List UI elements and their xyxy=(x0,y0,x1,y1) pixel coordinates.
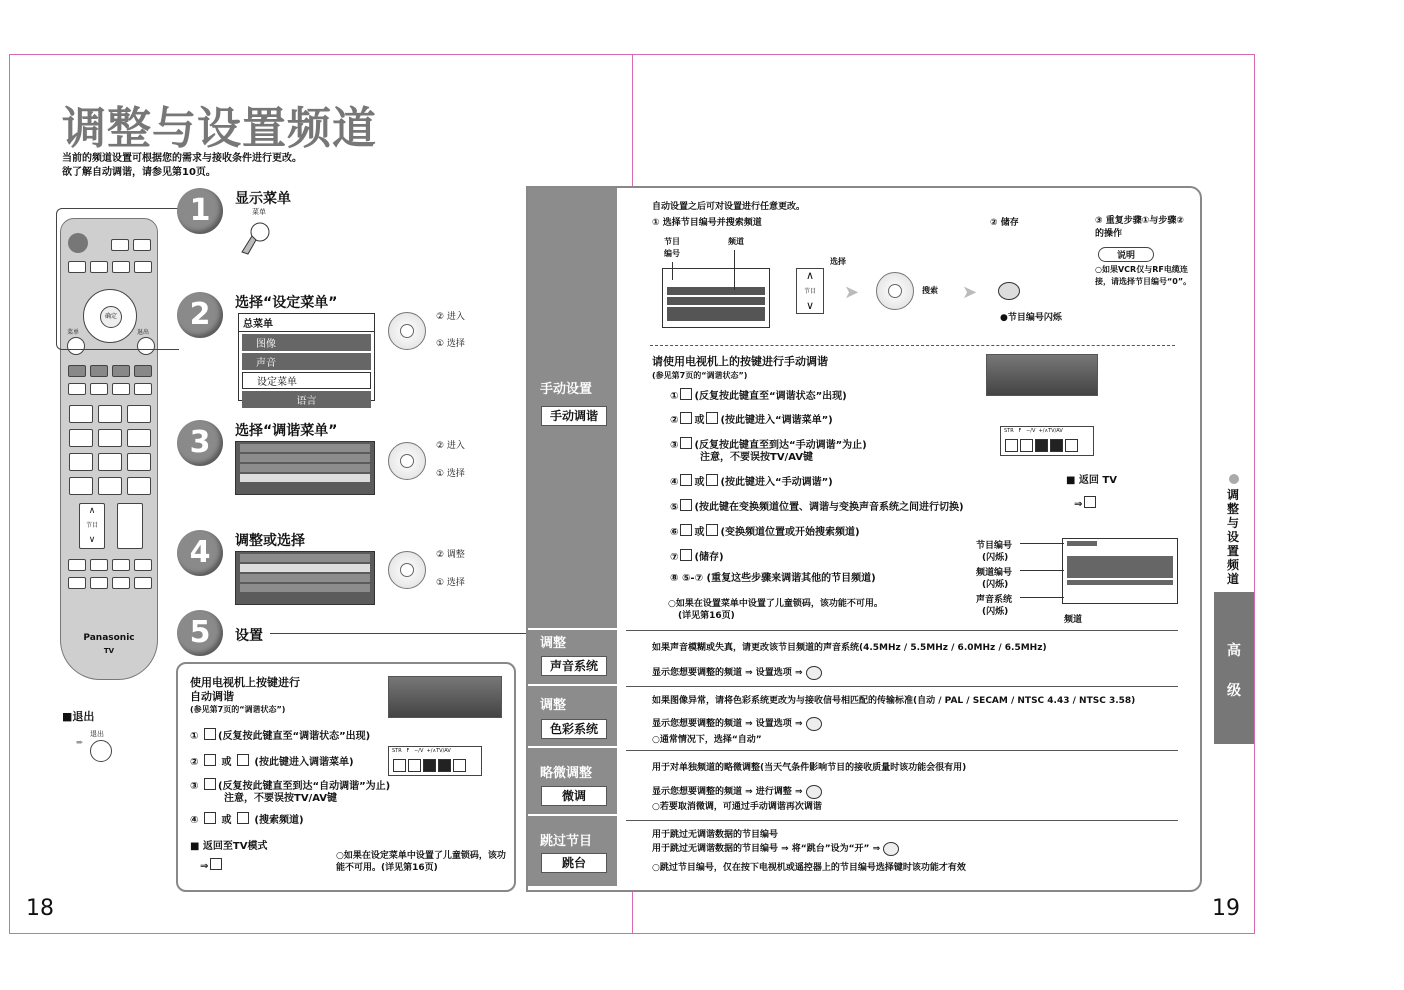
label-flash-2: (闪烁) xyxy=(982,580,1009,590)
step3-select: ① 选择 xyxy=(436,469,465,479)
menu-title: 总菜单 xyxy=(239,314,374,332)
remote-btn[interactable] xyxy=(112,559,130,571)
ok-button[interactable]: 确定 xyxy=(100,306,122,328)
fine-note: ○若要取消微调，可通过手动调谐再次调谐 xyxy=(652,802,822,812)
intro-line1: 当前的频道设置可根据您的需求与接收条件进行更改。 xyxy=(62,153,302,164)
exit-arrow-icon: ➨ xyxy=(76,738,84,748)
remote-btn[interactable] xyxy=(68,559,86,571)
tv-step7: ⑦ (储存) xyxy=(670,549,724,564)
remote-btn[interactable] xyxy=(68,577,86,589)
main-menu-screen xyxy=(238,313,375,407)
auto-title1: 使用电视机上按键进行 xyxy=(190,676,300,689)
remote-btn[interactable] xyxy=(90,365,108,377)
auto-title2: 自动调谐 xyxy=(190,690,234,703)
ok-icon xyxy=(806,785,822,799)
step2-enter: ② 进入 xyxy=(436,312,465,322)
ok-icon xyxy=(806,717,822,731)
exit-key-label: 退出 xyxy=(90,730,104,738)
leader-line xyxy=(1020,570,1064,571)
manual-tuning-osd xyxy=(1062,538,1178,604)
sidebar-skip xyxy=(528,816,617,886)
tv-panel-image xyxy=(986,354,1098,396)
number-key[interactable] xyxy=(69,453,93,471)
tv-button-panel xyxy=(1000,426,1094,456)
frame-right xyxy=(1254,54,1255,934)
remote-btn[interactable] xyxy=(90,577,108,589)
channel-select-icon: ∧ 节目 ∨ xyxy=(796,268,824,314)
number-key[interactable] xyxy=(69,477,93,495)
tab-skip-button[interactable]: 跳台 xyxy=(541,853,607,873)
tab-color-label: 调整 xyxy=(540,698,567,713)
auto-return-title: ■ 返回至TV模式 xyxy=(190,841,268,852)
advanced-char2: 级 xyxy=(1227,683,1241,699)
return-tv: ■ 返回 TV xyxy=(1066,475,1117,486)
auto-tuning-box xyxy=(176,662,516,892)
return-tv-arrow: ⇒ xyxy=(1074,496,1098,510)
step4-title: 调整或选择 xyxy=(235,533,305,549)
dpad-icon xyxy=(388,312,426,350)
number-key[interactable] xyxy=(69,405,93,423)
callout-line xyxy=(56,208,179,350)
step4-select: ① 选择 xyxy=(436,578,465,588)
tab-skip-label: 跳过节目 xyxy=(540,834,593,849)
menu-key-label: 菜单 xyxy=(67,329,80,336)
connector-line xyxy=(270,633,528,634)
step2-number: 2 xyxy=(177,292,223,338)
tv-manual-title: 请使用电视机上的按键进行手动调谐 xyxy=(652,355,828,368)
intro-line2: 欲了解自动调谐，请参见第10页。 xyxy=(62,167,216,178)
step4-number: 4 xyxy=(177,530,223,576)
page-title: 调整与设置频道 xyxy=(62,103,377,154)
channel-rocker[interactable]: ∧ 节目 ∨ xyxy=(79,503,105,549)
manual-s2: ② 储存 xyxy=(990,218,1019,228)
number-key[interactable] xyxy=(69,429,93,447)
remote-btn[interactable] xyxy=(134,383,152,395)
store-button-icon xyxy=(998,282,1020,300)
number-key[interactable] xyxy=(98,429,122,447)
tv-step2: ② 或 (按此键进入“调谐菜单”) xyxy=(670,412,833,427)
step3-number: 3 xyxy=(177,420,223,466)
step1-number: 1 xyxy=(177,188,223,234)
menu-item-setup: 设定菜单 xyxy=(242,372,371,389)
divider xyxy=(626,686,1178,687)
remote-btn[interactable] xyxy=(112,577,130,589)
step3-enter: ② 进入 xyxy=(436,441,465,451)
remote-btn[interactable] xyxy=(112,383,130,395)
dpad-icon xyxy=(876,272,914,310)
auto-return-arrow: ⇒ xyxy=(200,858,224,872)
note-title: 说明 xyxy=(1098,247,1154,262)
step2-title: 选择“设定菜单” xyxy=(235,295,338,311)
tv-note1: ○如果在设置菜单中设置了儿童锁码，该功能不可用。 xyxy=(668,599,883,609)
remote-btn[interactable] xyxy=(90,559,108,571)
fine-desc: 用于对单独频道的略微调整(当天气条件影响节目的接收质量时该功能会很有用) xyxy=(652,763,967,773)
section-vertical-title: 调整与设置频道 xyxy=(1227,488,1240,586)
auto-ref: (参见第7页的“调谐状态”) xyxy=(190,705,286,714)
manual-intro: 自动设置之后可对设置进行任意更改。 xyxy=(652,202,806,212)
remote-btn[interactable] xyxy=(134,559,152,571)
divider xyxy=(626,820,1178,821)
tv-note2: (详见第16页) xyxy=(678,611,735,621)
exit-key-label: 退出 xyxy=(137,329,150,336)
tab-sound-button[interactable]: 声音系统 xyxy=(541,656,607,676)
auto-step3-note: 注意，不要误按TV/AV键 xyxy=(224,793,338,804)
manual-s3: ③ 重复步骤①与步骤②的操作 xyxy=(1095,216,1184,239)
step1-title: 显示菜单 xyxy=(235,191,291,207)
number-key[interactable] xyxy=(98,477,122,495)
prog-leader xyxy=(672,262,673,280)
number-key[interactable] xyxy=(127,405,151,423)
tab-fine-button[interactable]: 微调 xyxy=(541,786,607,806)
remote-tv-label: TV xyxy=(103,647,115,655)
tv-step4: ④ 或 (按此键进入“手动调谐”) xyxy=(670,474,833,489)
arrow-icon: ➤ xyxy=(844,282,860,303)
page-number-right: 19 xyxy=(1212,896,1240,921)
step4-adjust: ② 调整 xyxy=(436,550,465,560)
label-flash-3: (闪烁) xyxy=(982,607,1009,617)
number-key[interactable] xyxy=(127,429,151,447)
tv-step3-note: 注意，不要误按TV/AV键 xyxy=(700,452,814,463)
divider xyxy=(626,750,1178,751)
section-dot-icon xyxy=(1229,474,1239,484)
auto-step4: ④ 或 (搜索频道) xyxy=(190,812,304,827)
remote-btn[interactable] xyxy=(68,365,86,377)
tv-button-panel xyxy=(388,746,482,776)
remote-btn[interactable] xyxy=(134,577,152,589)
tab-color-button[interactable]: 色彩系统 xyxy=(541,719,607,739)
skip-note: ○跳过节目编号，仅在按下电视机或遥控器上的节目编号选择键时该功能才有效 xyxy=(652,863,966,873)
exit-title: ■退出 xyxy=(62,710,95,723)
channel-label: 节目 xyxy=(85,522,98,529)
remote-btn[interactable] xyxy=(112,365,130,377)
remote-brand: Panasonic xyxy=(83,633,135,643)
auto-step3: ③ (反复按此键直至到达“自动调谐”为止) xyxy=(190,778,390,793)
skip-desc1: 用于跳过无调谐数据的节目编号 xyxy=(652,830,779,840)
tv-step6: ⑥ 或 (变换频道位置或开始搜索频道) xyxy=(670,524,860,539)
number-key[interactable] xyxy=(127,477,151,495)
skip-desc2: 用于跳过无调谐数据的节目编号 ⇒ 将“跳台”设为“开” ⇒ xyxy=(652,841,899,856)
label-search: 搜索 xyxy=(922,286,938,295)
number-key[interactable] xyxy=(127,453,151,471)
color-steps: 显示您想要调整的频道 ⇒ 设置选项 ⇒ xyxy=(652,716,822,731)
tab-fine-label: 略微调整 xyxy=(540,766,593,781)
label-flash-1: (闪烁) xyxy=(982,553,1009,563)
menu-item-language: 语言 xyxy=(242,391,371,408)
label-flash: ●节目编号闪烁 xyxy=(1000,313,1062,323)
ok-icon xyxy=(806,666,822,680)
color-desc: 如果图像异常，请将色彩系统更改为与接收信号相匹配的传输标准(自动 / PAL / SECAM / NTSC 4.43 / NTSC 3.58) xyxy=(652,696,1136,706)
step1-key-label: 菜单 xyxy=(252,208,266,216)
tv-step1: ① (反复按此键直至“调谐状态”出现) xyxy=(670,388,847,403)
dashed-divider xyxy=(650,345,1175,346)
menu-item-sound: 声音 xyxy=(242,353,371,370)
manual-s1: ① 选择节目编号并搜索频道 xyxy=(652,218,762,228)
label-prog-no: 节目编号 xyxy=(664,237,680,258)
advanced-tab xyxy=(1214,592,1254,744)
tv-step5: ⑤ (按此键在变换频道位置、调谐与变换声音系统之间进行切换) xyxy=(670,499,964,514)
fine-steps: 显示您想要调整的频道 ⇒ 进行调整 ⇒ xyxy=(652,784,822,799)
volume-rocker[interactable] xyxy=(117,503,143,549)
panel-labels: STR F −/V +/∧TV/AV xyxy=(392,748,451,754)
advanced-char1: 高 xyxy=(1227,643,1241,659)
dpad-icon xyxy=(388,442,426,480)
leader-line xyxy=(1020,597,1064,598)
label-sound-system: 声音系统 xyxy=(976,595,1013,605)
arrow-icon: ➤ xyxy=(962,282,978,303)
page-number-left: 18 xyxy=(26,896,54,921)
label-prog-number: 节目编号 xyxy=(976,541,1013,551)
remote-btn[interactable] xyxy=(90,383,108,395)
tv-manual-ref: (参见第7页的“调谐状态”) xyxy=(652,371,748,380)
tab-manual-button[interactable]: 手动调谐 xyxy=(541,406,607,426)
label-frequency: 频道 xyxy=(1064,615,1083,625)
menu-item-picture: 图像 xyxy=(242,334,371,351)
step2-select: ① 选择 xyxy=(436,339,465,349)
number-key[interactable] xyxy=(98,453,122,471)
step5-title: 设置 xyxy=(235,628,263,644)
number-key[interactable] xyxy=(98,405,122,423)
tab-manual-label: 手动设置 xyxy=(540,382,593,397)
leader-line xyxy=(1020,543,1064,544)
tv-step8: ⑧ ⑤-⑦ (重复这些步骤来调谐其他的节目频道) xyxy=(670,573,876,584)
remote-btn[interactable] xyxy=(68,383,86,395)
freq-leader xyxy=(734,250,735,290)
dpad-icon xyxy=(388,551,426,589)
auto-step2: ② 或 (按此键进入调谐菜单) xyxy=(190,754,354,769)
auto-note: ○如果在设定菜单中设置了儿童锁码，该功能不可用。(详见第16页) xyxy=(336,851,506,873)
auto-step1: ① (反复按此键直至“调谐状态”出现) xyxy=(190,728,370,743)
sound-steps: 显示您想要调整的频道 ⇒ 设置选项 ⇒ xyxy=(652,665,822,680)
tuning-menu-screen xyxy=(235,551,375,605)
frame-left xyxy=(9,54,10,934)
label-channel-number: 频道编号 xyxy=(976,568,1013,578)
manual-tuning-screen xyxy=(662,268,770,328)
label-channel: 频道 xyxy=(728,237,744,246)
exit-button-icon[interactable] xyxy=(90,740,112,762)
label-select: 选择 xyxy=(830,257,846,266)
hand-pointer-icon xyxy=(238,218,272,256)
note-text: ○如果VCR仅与RF电缆连接，请选择节目编号“0”。 xyxy=(1095,265,1192,286)
ok-icon xyxy=(883,842,899,856)
step5-number: 5 xyxy=(177,610,223,656)
panel-labels: STR F −/V +/∧TV/AV xyxy=(1004,428,1063,434)
sound-desc: 如果声音模糊或失真，请更改该节目频道的声音系统(4.5MHz / 5.5MHz / 6.0MHz / 6.5MHz) xyxy=(652,643,1047,653)
tab-sound-label: 调整 xyxy=(540,636,567,651)
tv-panel-image xyxy=(388,676,502,718)
divider xyxy=(626,630,1178,631)
step3-title: 选择“调谐菜单” xyxy=(235,423,338,439)
setup-menu-screen xyxy=(235,441,375,495)
tv-step3: ③ (反复按此键直至到达“手动调谐”为止) xyxy=(670,437,867,452)
remote-btn[interactable] xyxy=(134,365,152,377)
color-note: ○通常情况下，选择“自动” xyxy=(652,735,762,745)
